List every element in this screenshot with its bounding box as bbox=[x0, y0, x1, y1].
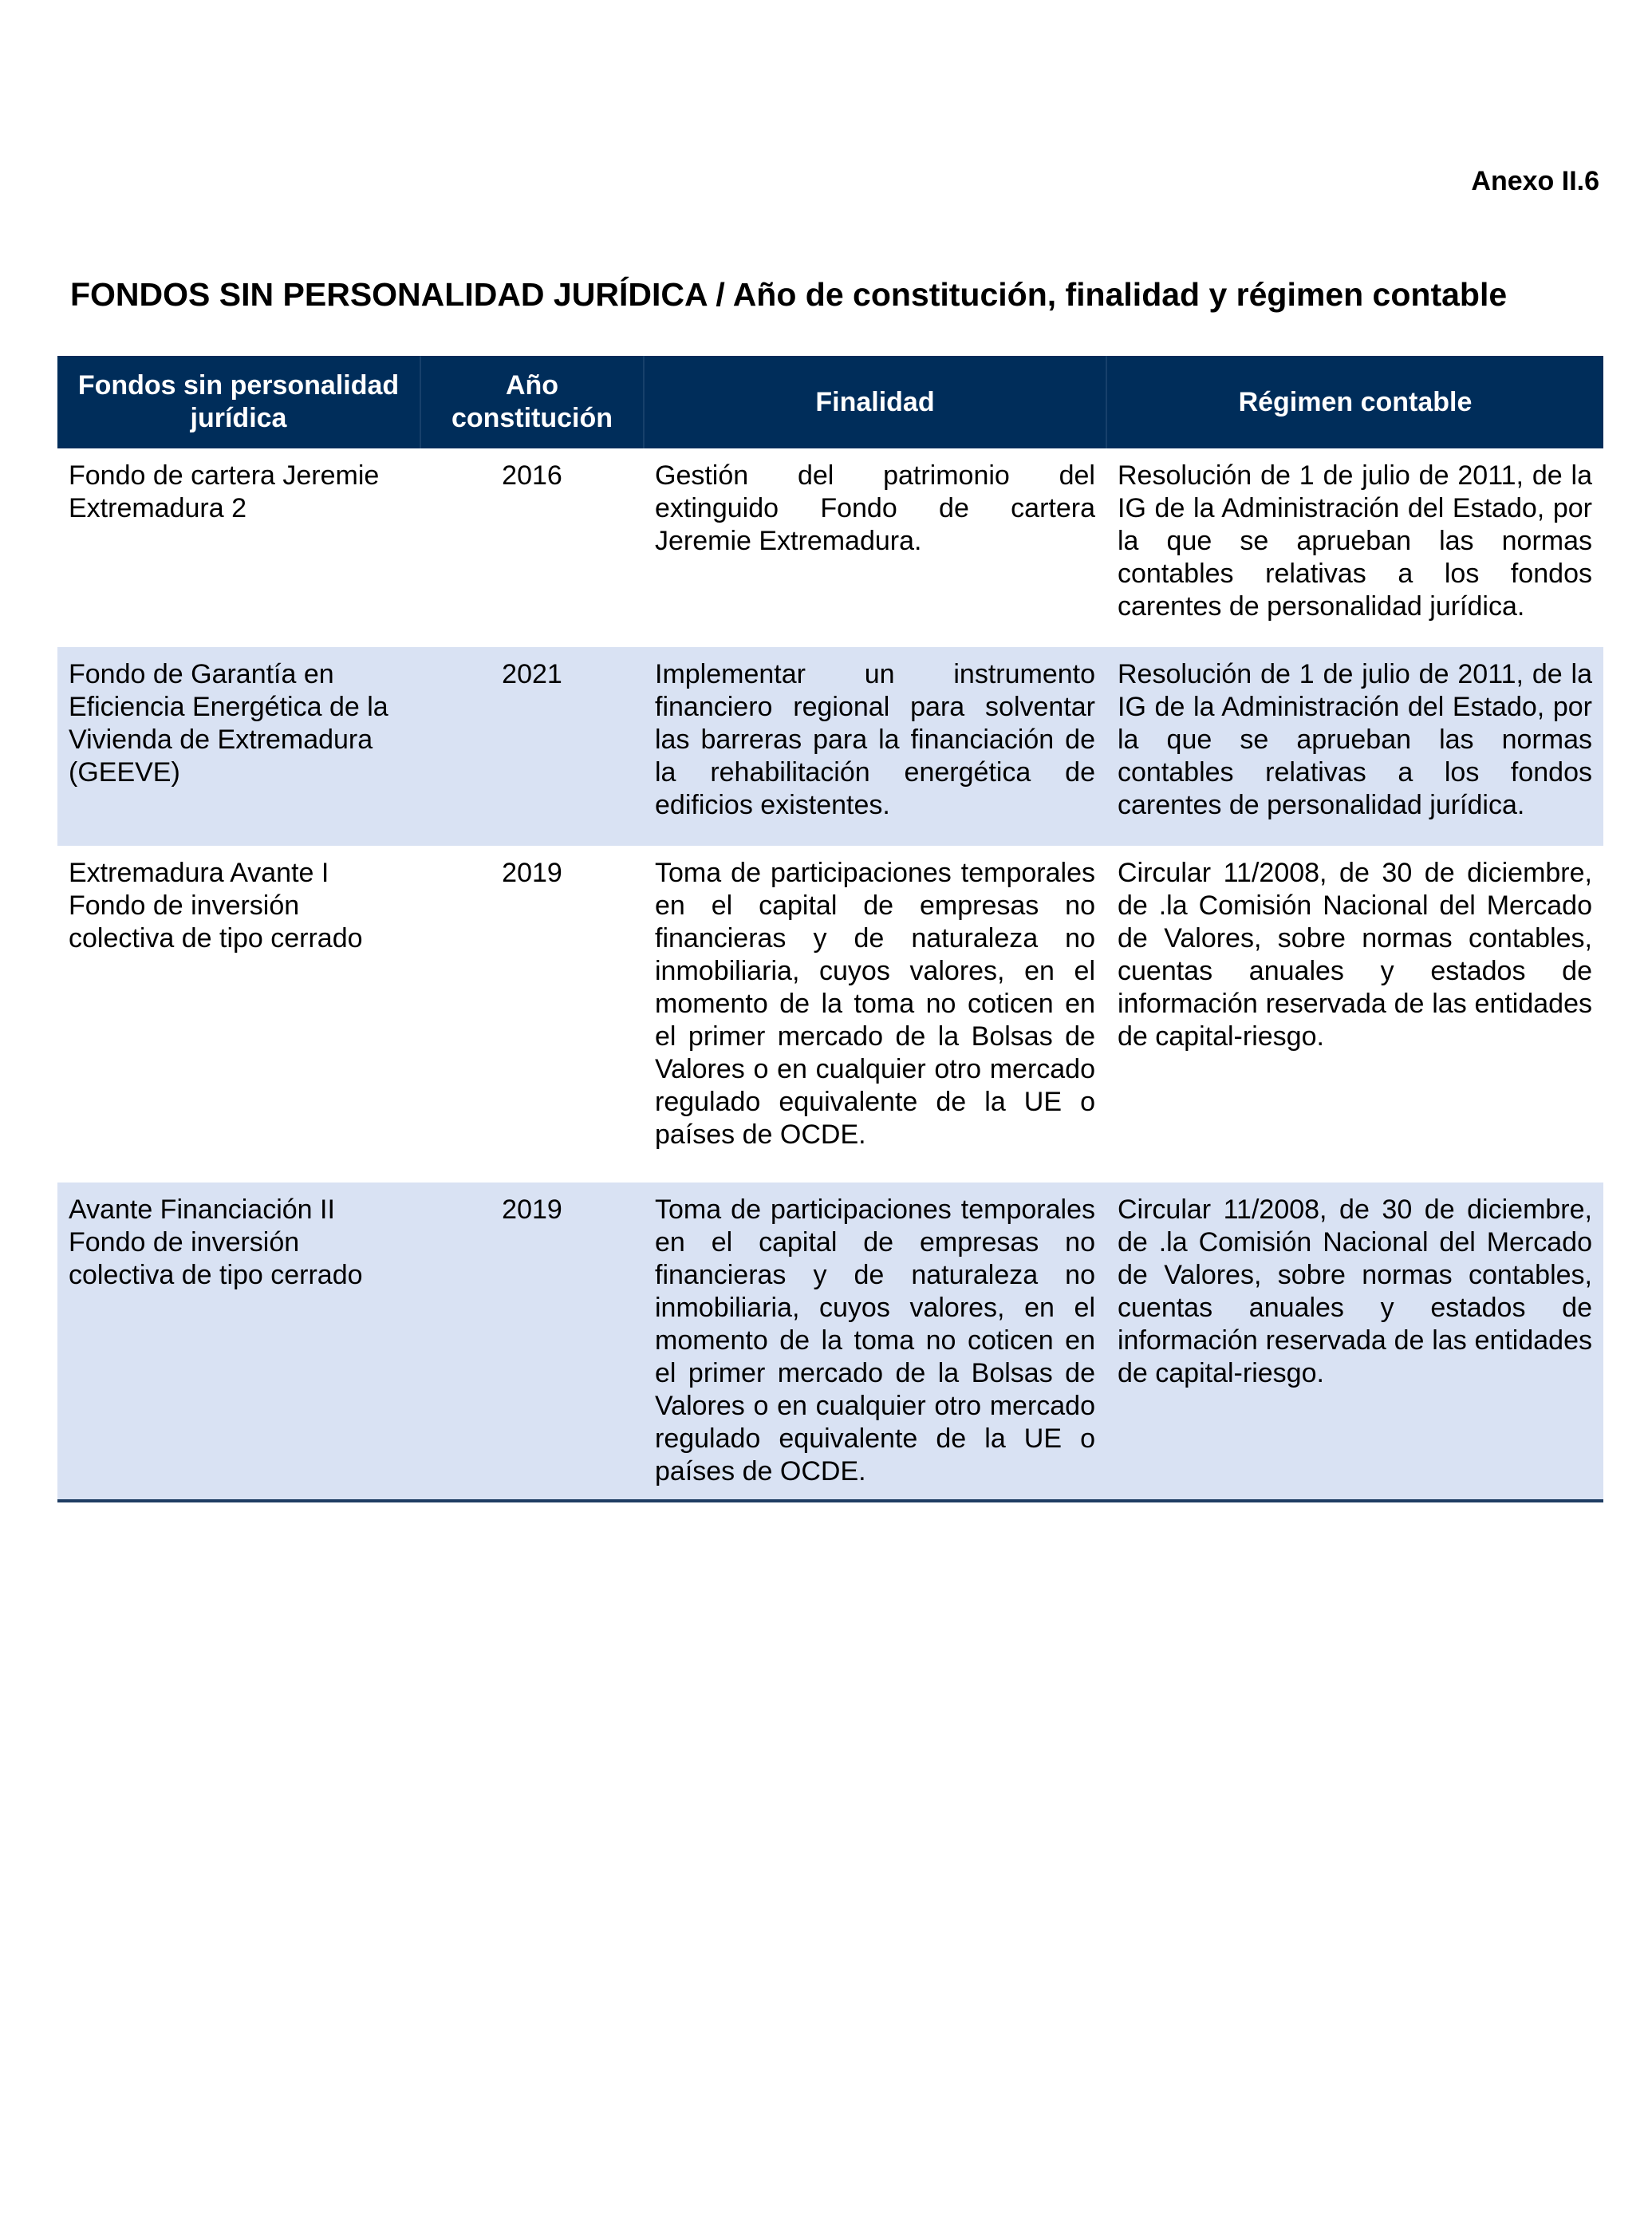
cell-anio: 2019 bbox=[420, 1183, 644, 1501]
cell-anio: 2019 bbox=[502, 858, 562, 888]
cell-regimen: Resolución de 1 de julio de 2011, de la IG de la Administración del Estado, por la que se aprueban las normas contables relativas a los fondos carentes de personalidad jurídica. bbox=[1118, 460, 1592, 622]
cell-finalidad: Gestión del patrimonio del extinguido Fondo de cartera Jeremie Extremadura. bbox=[655, 460, 1095, 556]
table-header-row bbox=[57, 356, 1603, 448]
cell-finalidad: Toma de participaciones temporales en el capital de empresas no financieras y de naturaleza no inmobiliaria, cuyos valores, en el momento de la toma no coticen en el primer mercado de la Bolsas de Valores o en cualquier otro mercado regulado equivalente de la UE o países de OCDE. bbox=[655, 858, 1095, 1150]
header-fondo: Fondos sin personalidad jurídica bbox=[57, 356, 420, 448]
annex-label: Anexo II.6 bbox=[1471, 166, 1599, 196]
table-row bbox=[57, 647, 1603, 846]
table-row bbox=[57, 448, 1603, 647]
header-anio: Año constitución bbox=[420, 356, 644, 448]
header-finalidad: Finalidad bbox=[644, 356, 1106, 448]
cell-fondo: Avante Financiación II Fondo de inversión colectiva de tipo cerrado bbox=[57, 1183, 420, 1501]
cell-regimen: Resolución de 1 de julio de 2011, de la IG de la Administración del Estado, por la que se aprueban las normas contables relativas a los fondos carentes de personalidad jurídica. bbox=[1106, 647, 1603, 846]
header-regimen: Régimen contable bbox=[1106, 356, 1603, 448]
cell-anio: 2016 bbox=[502, 460, 562, 491]
cell-fondo: Extremadura Avante I Fondo de inversión colectiva de tipo cerrado bbox=[69, 858, 363, 954]
cell-finalidad: Toma de participaciones temporales en el capital de empresas no financieras y de naturaleza no inmobiliaria, cuyos valores, en el momento de la toma no coticen en el primer mercado de la Bolsas de Valores o en cualquier otro mercado regulado equivalente de la UE o países de OCDE. bbox=[644, 1183, 1106, 1501]
cell-finalidad: Implementar un instrumento financiero regional para solventar las barreras para la financiación de la rehabilitación energética de edificios existentes. bbox=[644, 647, 1106, 846]
cell-fondo: Fondo de cartera Jeremie Extremadura 2 bbox=[69, 460, 380, 523]
page-title: FONDOS SIN PERSONALIDAD JURÍDICA / Año de constitución, finalidad y régimen contable bbox=[70, 276, 1508, 313]
table-row bbox=[57, 1183, 1603, 1501]
cell-anio: 2021 bbox=[420, 647, 644, 846]
cell-regimen: Circular 11/2008, de 30 de diciembre, de .la Comisión Nacional del Mercado de Valores, sobre normas contables, cuentas anuales y estados de información reservada de las entidades de capital-riesgo. bbox=[1106, 1183, 1603, 1501]
funds-table bbox=[57, 356, 1603, 1502]
table-row bbox=[57, 846, 1603, 1183]
cell-fondo: Fondo de Garantía en Eficiencia Energética de la Vivienda de Extremadura (GEEVE) bbox=[57, 647, 420, 846]
cell-regimen: Circular 11/2008, de 30 de diciembre, de .la Comisión Nacional del Mercado de Valores, sobre normas contables, cuentas anuales y estados de información reservada de las entidades de capital-riesgo. bbox=[1118, 858, 1592, 1052]
